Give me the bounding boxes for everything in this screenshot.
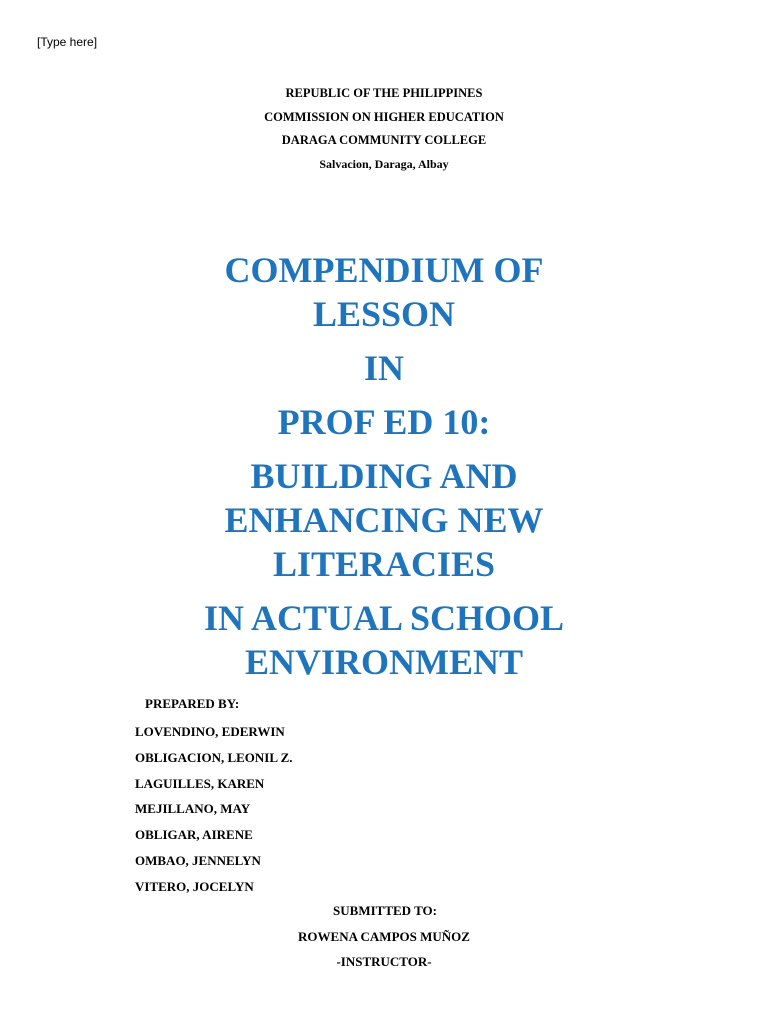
instructor-role: -INSTRUCTOR- — [336, 954, 432, 969]
author-name: OBLIGACION, LEONIL Z. — [135, 749, 293, 765]
commission-line: COMMISSION ON HIGHER EDUCATION — [264, 109, 504, 124]
submitted-to-label: SUBMITTED TO: — [333, 903, 437, 918]
title-paragraph-1 — [0, 248, 768, 336]
document-title — [0, 248, 768, 694]
title-paragraph-3 — [0, 400, 768, 444]
title-paragraph-2 — [0, 346, 768, 390]
address-line: Salvacion, Daraga, Albay — [319, 156, 449, 171]
author-name: LOVENDINO, EDERWIN — [135, 724, 285, 739]
title-line: BUILDING AND — [250, 456, 518, 496]
title-paragraph-5 — [0, 596, 768, 684]
title-line: ENVIRONMENT — [244, 642, 523, 682]
title-line: IN — [363, 348, 404, 388]
college-line: DARAGA COMMUNITY COLLEGE — [281, 133, 487, 147]
author-name: OBLIGAR, AIRENE — [135, 827, 253, 843]
author-name: VITERO, JOCELYN — [135, 878, 254, 894]
institution-header — [0, 82, 768, 176]
title-line: LITERACIES — [272, 544, 496, 584]
submitted-to-section — [0, 898, 768, 975]
header-placeholder: [Type here] — [37, 35, 98, 49]
author-name: OMBAO, JENNELYN — [135, 852, 261, 868]
title-line: LESSON — [312, 294, 456, 334]
title-line: IN ACTUAL SCHOOL — [203, 598, 565, 638]
author-name: LAGUILLES, KAREN — [135, 775, 265, 791]
instructor-name: ROWENA CAMPOS MUÑOZ — [298, 928, 470, 944]
title-line: PROF ED 10: — [277, 402, 491, 442]
title-line: ENHANCING NEW — [224, 500, 544, 540]
republic-line: REPUBLIC OF THE PHILIPPINES — [285, 86, 483, 100]
author-name: MEJILLANO, MAY — [135, 801, 251, 817]
title-paragraph-4 — [0, 454, 768, 586]
author-list — [135, 719, 293, 900]
prepared-by-label: PREPARED BY: — [145, 696, 240, 711]
title-line: COMPENDIUM OF — [224, 250, 544, 290]
